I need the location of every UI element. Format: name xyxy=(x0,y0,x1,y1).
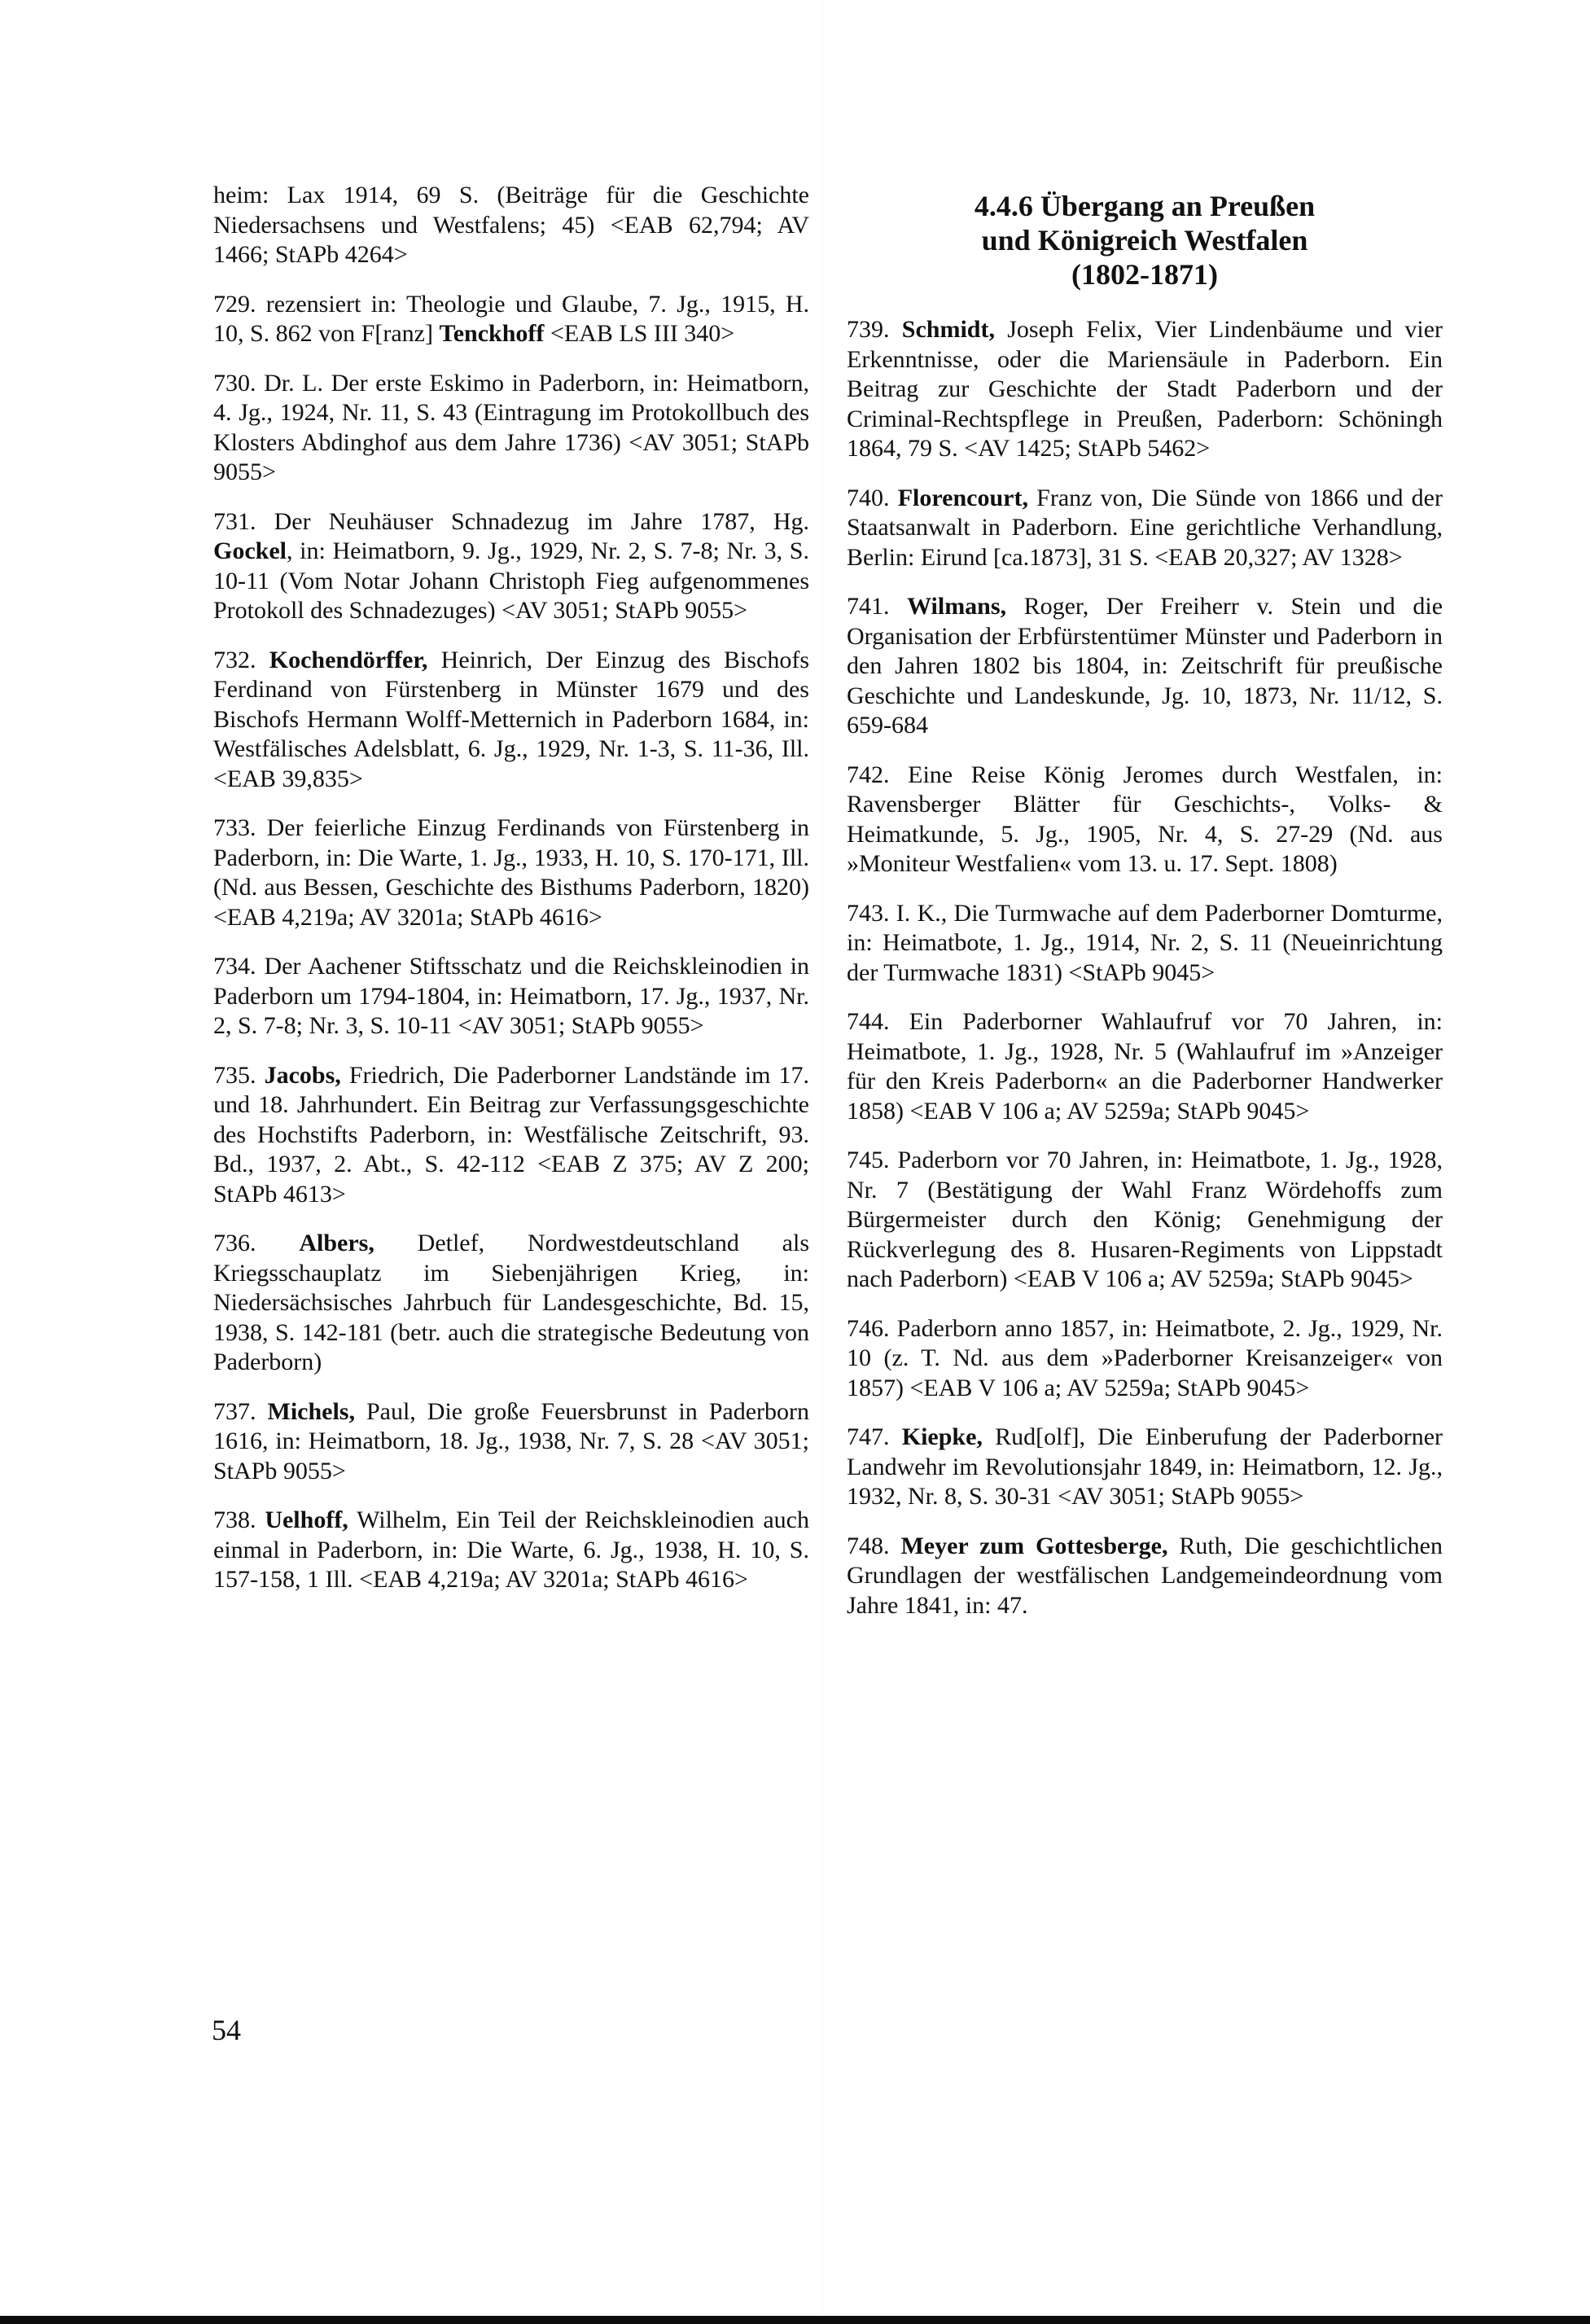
entry-text: 738. xyxy=(213,1506,265,1533)
entry-author: Meyer zum Gottesberge, xyxy=(900,1532,1168,1559)
entry-text: 742. Eine Reise König Jeromes durch Westfalen, in: Ravensberger Blätter für Geschichts-, Volks- & Heimatkunde, 5. Jg., 1905, Nr. 4, S. 27-29 (Nd. aus »Moniteur Westfalien« vom 13. u. 17. Sept. 1808) xyxy=(847,761,1443,877)
entry-text: 737. xyxy=(213,1397,268,1425)
bibliography-entry xyxy=(213,507,809,626)
bibliography-entry xyxy=(847,1007,1443,1126)
page-number: 54 xyxy=(212,2014,241,2046)
entry-text: 747. xyxy=(847,1423,902,1450)
bibliography-entry xyxy=(213,1229,809,1378)
right-entry-list xyxy=(847,315,1443,1620)
entry-text-rest: Detlef, Nordwestdeutschland als Kriegsschauplatz im Siebenjährigen Krieg, in: Niedersächsisches Jahrbuch für Landesgeschichte, Bd. 15, 1938, S. 142-181 (betr. auch die strategische Bedeutung von Paderborn) xyxy=(213,1230,810,1375)
entry-text: 732. xyxy=(213,646,269,673)
entry-text-rest: Joseph Felix, Vier Lindenbäume und vier Erkenntnisse, oder die Mariensäule in Paderborn. Ein Beitrag zur Geschichte der Stadt Paderborn und der Criminal-Rechtspflege in Preußen, Paderborn: Schöningh 1864, 79 S. <AV 1425; StAPb 5462> xyxy=(847,316,1443,462)
bibliography-entry xyxy=(213,290,809,349)
bibliography-entry xyxy=(213,1506,809,1595)
bibliography-entry xyxy=(213,813,809,932)
bibliography-entry xyxy=(847,899,1443,989)
entry-text: 748. xyxy=(847,1532,901,1559)
entry-text: 734. Der Aachener Stiftsschatz und die Reichskleinodien in Paderborn um 1794-1804, in: Heimatborn, 17. Jg., 1937, Nr. 2, S. 7-8; Nr. 3, S. 10-11 <AV 3051; StAPb 9055> xyxy=(213,953,809,1039)
entry-author: Wilmans, xyxy=(907,593,1007,620)
bibliography-entry xyxy=(213,1061,809,1210)
entry-author: Albers, xyxy=(299,1230,375,1256)
entry-text-rest: Paul, Die große Feuersbrunst in Paderborn 1616, in: Heimatborn, 18. Jg., 1938, Nr. 7, S. 28 <AV 3051; StAPb 9055> xyxy=(213,1397,809,1484)
entry-text: 741. xyxy=(847,593,908,620)
left-column xyxy=(213,181,809,1615)
bibliography-entry xyxy=(847,1532,1443,1621)
entry-text: 745. Paderborn vor 70 Jahren, in: Heimatbote, 1. Jg., 1928, Nr. 7 (Bestätigung der Wahl Franz Wördehoffs zum Bürgermeister durch den König; Genehmigung der Rückverlegung des 8. Husaren-Regiments von Lippstadt nach Paderborn) <EAB V 106 a; AV 5259a; StAPb 9045> xyxy=(847,1147,1443,1292)
entry-author: Kiepke, xyxy=(901,1423,983,1450)
bibliography-entry xyxy=(847,761,1443,879)
entry-text-rest: Roger, Der Freiherr v. Stein und die Organisation der Erbfürstentümer Münster und Paderborn in den Jahren 1802 bis 1804, in: Zeitschrift für preußische Geschichte und Landeskunde, Jg. 10, 1873, Nr. 11/12, S. 659-684 xyxy=(847,593,1443,739)
bibliography-entry xyxy=(213,369,809,488)
entry-text: 731. Der Neuhäuser Schnadezug im Jahre 1787, Hg. xyxy=(213,507,809,535)
entry-text-rest: Rud[olf], Die Einberufung der Paderborner Landwehr im Revolutionsjahr 1849, in: Heimatborn, 12. Jg., 1932, Nr. 8, S. 30-31 <AV 3051; StAPb 9055> xyxy=(847,1423,1443,1510)
entry-author: Gockel xyxy=(213,537,287,564)
bibliography-entry xyxy=(213,646,809,795)
page-crease xyxy=(822,0,823,2324)
entry-text: 729. rezensiert in: Theologie und Glaube, 7. Jg., 1915, H. 10, S. 862 von F[ranz] xyxy=(213,290,809,347)
entry-text: 739. xyxy=(847,316,902,343)
bibliography-entry xyxy=(847,484,1443,573)
section-heading xyxy=(847,189,1443,292)
bibliography-entry xyxy=(847,1146,1443,1295)
bibliography-entry xyxy=(847,1423,1443,1512)
section-heading-line-1: 4.4.6 Übergang an Preußen xyxy=(974,190,1316,222)
entry-text-rest: Ruth, Die geschichtlichen Grundlagen der westfälischen Landgemeindeordnung vom Jahre 1841, in: 47. xyxy=(847,1532,1443,1619)
entry-author: Tenckhoff xyxy=(439,320,545,347)
entry-text-rest: Franz von, Die Sünde von 1866 und der Staatsanwalt in Paderborn. Eine gerichtliche Verhandlung, Berlin: Eirund [ca.1873], 31 S. <EAB 20,327; AV 1328> xyxy=(847,484,1443,571)
entry-text: 746. Paderborn anno 1857, in: Heimatbote, 2. Jg., 1929, Nr. 10 (z. T. Nd. aus dem »Paderborner Kreisanzeiger« von 1857) <EAB V 106 a; AV 5259a; StAPb 9045> xyxy=(847,1314,1443,1401)
section-heading-line-2: und Königreich Westfalen xyxy=(981,224,1308,257)
entry-text: 730. Dr. L. Der erste Eskimo in Paderborn, in: Heimatborn, 4. Jg., 1924, Nr. 11, S. 43 (Eintragung im Protokollbuch des Klosters Abdinghof aus dem Jahre 1736) <AV 3051; StAPb 9055> xyxy=(213,369,809,485)
entry-author: Schmidt, xyxy=(901,316,995,343)
entry-text: 735. xyxy=(213,1061,265,1089)
entry-text-rest: Friedrich, Die Paderborner Landstände im 17. und 18. Jahrhundert. Ein Beitrag zur Verfassungsgeschichte des Hochstifts Paderborn, in: Westfälische Zeitschrift, 93. Bd., 1937, 2. Abt., S. 42-112 <EAB Z 375; AV Z 200; StAPb 4613> xyxy=(213,1061,810,1208)
entry-text: 736. xyxy=(213,1230,300,1256)
bibliography-entry xyxy=(213,952,809,1041)
bibliography-entry xyxy=(847,315,1443,464)
entry-text-rest: , in: Heimatborn, 9. Jg., 1929, Nr. 2, S. 7-8; Nr. 3, S. 10-11 (Vom Notar Johann Christoph Fieg aufgenommenes Protokoll des Schnadezuges) <AV 3051; StAPb 9055> xyxy=(213,537,809,624)
bottom-rule xyxy=(0,2316,1590,2324)
entry-author: Uelhoff, xyxy=(265,1506,348,1533)
entry-author: Kochendörffer, xyxy=(269,646,428,673)
entry-text-rest: Heinrich, Der Einzug des Bischofs Ferdinand von Fürstenberg in Münster 1679 und des Bischofs Hermann Wolff-Metternich in Paderborn 1684, in: Westfälisches Adelsblatt, 6. Jg., 1929, Nr. 1-3, S. 11-36, Ill. <EAB 39,835> xyxy=(213,646,809,792)
bibliography-entry xyxy=(847,1314,1443,1404)
continuation-entry: heim: Lax 1914, 69 S. (Beiträge für die Geschichte Niedersachsens und Westfalens; 45) <EAB 62,794; AV 1466; StAPb 4264> xyxy=(213,182,809,268)
bibliography-entry xyxy=(847,592,1443,741)
left-entry-list xyxy=(213,290,809,1595)
section-heading-line-3: (1802-1871) xyxy=(1071,258,1218,291)
entry-author: Florencourt, xyxy=(897,484,1028,511)
entry-text-rest: <EAB LS III 340> xyxy=(544,320,735,347)
right-column xyxy=(847,315,1443,1640)
entry-text: 740. xyxy=(847,484,898,511)
entry-text-rest: Wilhelm, Ein Teil der Reichskleinodien auch einmal in Paderborn, in: Die Warte, 6. Jg., 1938, H. 10, S. 157-158, 1 Ill. <EAB 4,219a; AV 3201a; StAPb 4616> xyxy=(213,1506,809,1593)
entry-author: Jacobs, xyxy=(264,1061,341,1089)
entry-text: 733. Der feierliche Einzug Ferdinands von Fürstenberg in Paderborn, in: Die Warte, 1. Jg., 1933, H. 10, S. 170-171, Ill. (Nd. aus Bessen, Geschichte des Bisthums Paderborn, 1820) <EAB 4,219a; AV 3201a; StAPb 4616> xyxy=(213,814,809,931)
bibliography-entry xyxy=(213,1397,809,1487)
entry-author: Michels, xyxy=(267,1397,355,1425)
entry-text: 743. I. K., Die Turmwache auf dem Paderborner Domturme, in: Heimatbote, 1. Jg., 1914, Nr. 2, S. 11 (Neueinrichtung der Turmwache 1831) <StAPb 9045> xyxy=(847,899,1443,986)
entry-text: 744. Ein Paderborner Wahlaufruf vor 70 Jahren, in: Heimatbote, 1. Jg., 1928, Nr. 5 (Wahlaufruf im »Anzeiger für den Kreis Paderborn« an die Paderborner Handwerker 1858) <EAB V 106 a; AV 5259a; StAPb 9045> xyxy=(847,1008,1443,1125)
